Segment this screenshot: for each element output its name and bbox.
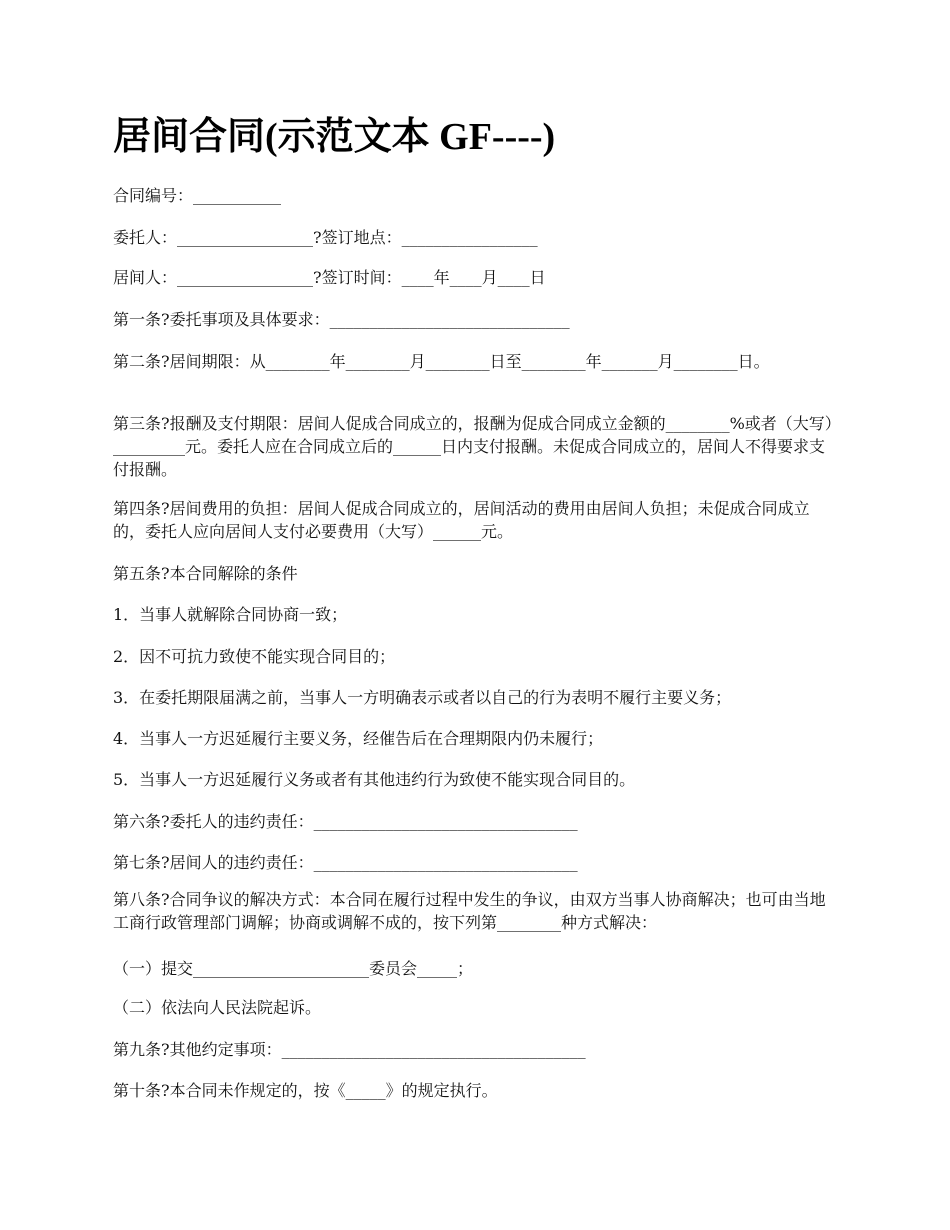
termination-item-4: 4．当事人一方迟延履行主要义务，经催告后在合理期限内仍未履行； <box>113 729 604 748</box>
article-3: 第三条?报酬及支付期限：居间人促成合同成立的，报酬为促成合同成立金额的________%或者（大写）_________元。委托人应在合同成立后的______日内支付报酬。未促成合同成立的，居间人不得要求支付报酬。 <box>113 414 833 479</box>
principal-signing-place-line: 委托人：_________________?签订地点：_________________ <box>113 228 538 247</box>
article-2: 第二条?居间期限：从________年________月________日至________年_______月________日。 <box>113 352 770 371</box>
article-9: 第九条?其他约定事项：______________________________________ <box>113 1040 586 1059</box>
article-7: 第七条?居间人的违约责任：_________________________________ <box>113 853 578 872</box>
termination-item-3: 3．在委托期限届满之前，当事人一方明确表示或者以自己的行为表明不履行主要义务； <box>113 688 732 707</box>
article-4: 第四条?居间费用的负担：居间人促成合同成立的，居间活动的费用由居间人负担；未促成合同成立的，委托人应向居间人支付必要费用（大写）______元。 <box>113 499 810 541</box>
dispute-option-1: （一）提交______________________委员会_____； <box>113 959 474 978</box>
article-6: 第六条?委托人的违约责任：_________________________________ <box>113 812 578 831</box>
document-title: 居间合同(示范文本 GF----) <box>113 116 556 158</box>
article-8: 第八条?合同争议的解决方式：本合同在履行过程中发生的争议，由双方当事人协商解决；也可由当地工商行政管理部门调解；协商或调解不成的，按下列第________种方式解决： <box>113 890 826 932</box>
article-10: 第十条?本合同未作规定的，按《_____》的规定执行。 <box>113 1081 498 1100</box>
article-5-heading: 第五条?本合同解除的条件 <box>113 564 298 583</box>
termination-item-5: 5．当事人一方迟延履行义务或者有其他违约行为致使不能实现合同目的。 <box>113 770 636 789</box>
termination-item-1: 1．当事人就解除合同协商一致； <box>113 605 348 624</box>
dispute-option-2: （二）依法向人民法院起诉。 <box>113 998 322 1017</box>
intermediary-signing-time-line: 居间人：_________________?签订时间：____年____月____日 <box>113 268 546 287</box>
termination-item-2: 2．因不可抗力致使不能实现合同目的； <box>113 647 396 666</box>
article-1: 第一条?委托事项及具体要求：______________________________ <box>113 310 570 329</box>
contract-number-line: 合同编号：___________ <box>113 186 282 205</box>
